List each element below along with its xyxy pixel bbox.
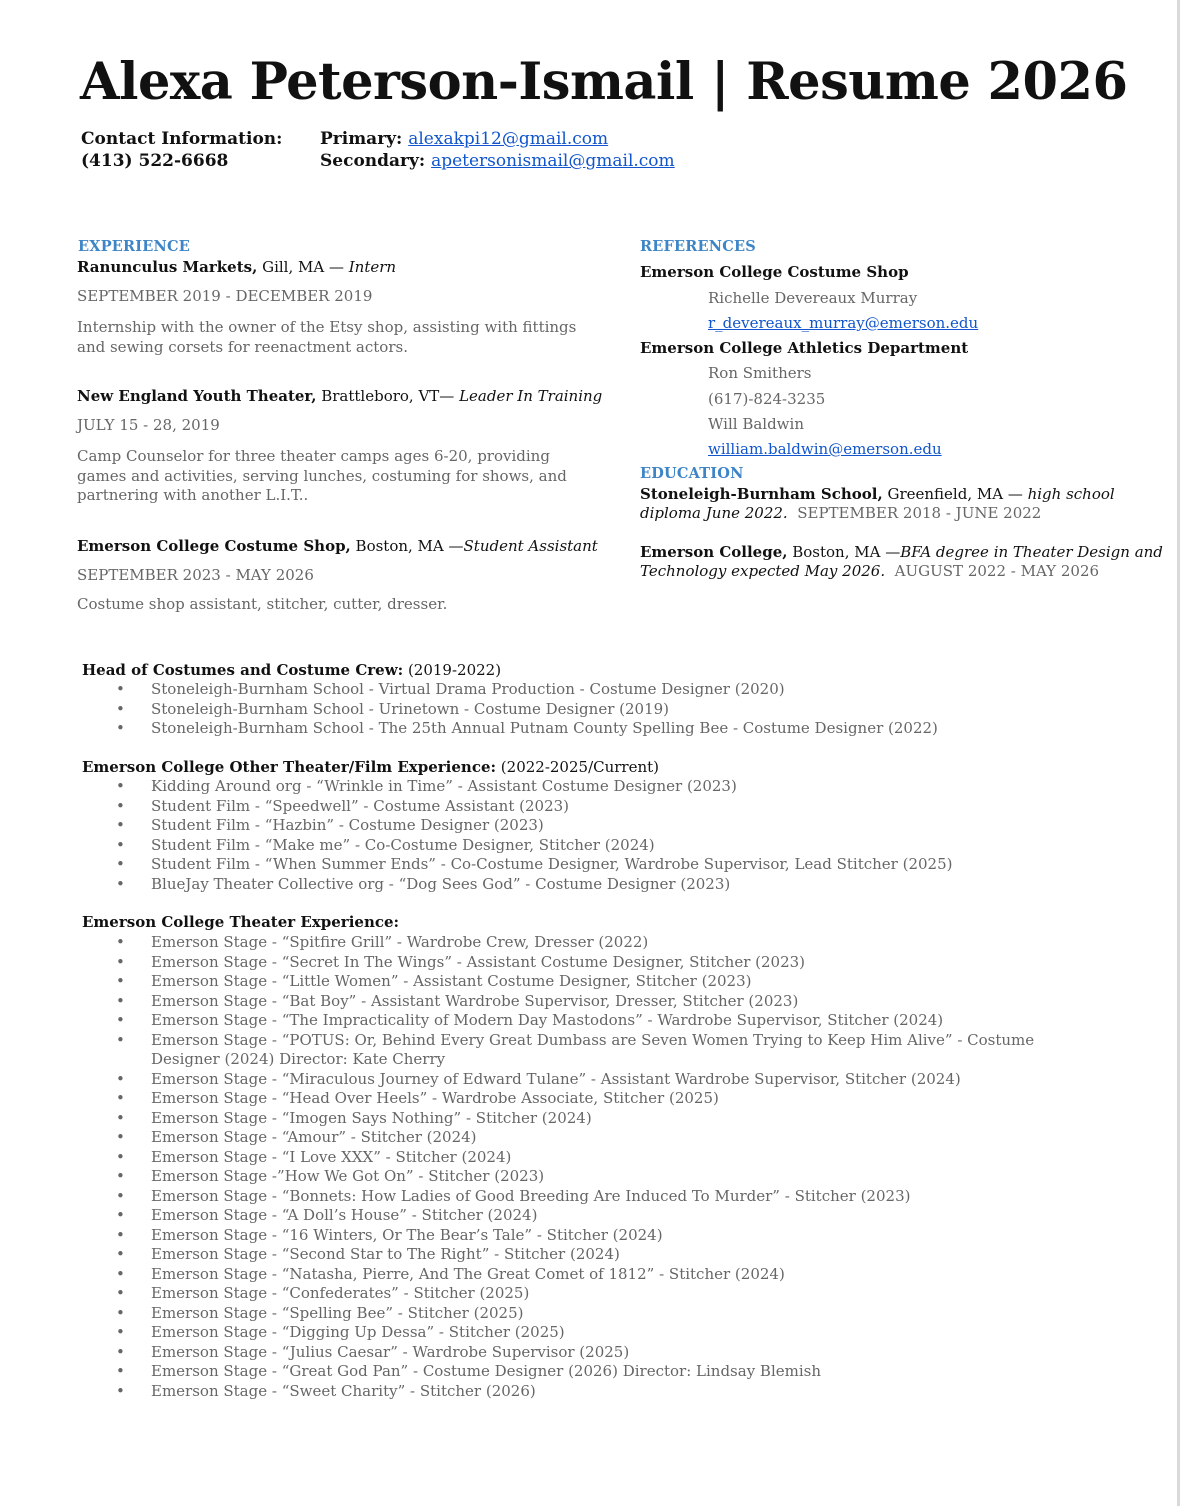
- job-org: Emerson College Costume Shop,: [77, 537, 351, 555]
- email-block: [320, 128, 675, 172]
- group-title: [82, 661, 501, 681]
- reference-email-link[interactable]: r_devereaux_murray@emerson.edu: [708, 314, 979, 332]
- list-item: • Emerson Stage - “Amour” - Stitcher (2024): [82, 1128, 1081, 1148]
- job-role: Student Assistant: [463, 537, 598, 555]
- school-line: [640, 543, 1163, 563]
- reference-name: Richelle Devereaux Murray: [708, 289, 918, 307]
- list-item: • Emerson Stage - “POTUS: Or, Behind Every Great Dumbass are Seven Women Trying to Keep Him Alive” - Costume Designer (2024) Director: Kate Cherry: [82, 1031, 1081, 1070]
- job-dates: JULY 15 - 28, 2019: [77, 416, 220, 434]
- list-item: • Emerson Stage - “Bonnets: How Ladies of Good Breeding Are Induced To Murder” - Stitcher (2023): [82, 1187, 1081, 1207]
- list-item: • Emerson Stage - “Spitfire Grill” - Wardrobe Crew, Dresser (2022): [82, 933, 1081, 953]
- list-item: • Student Film - “Hazbin” - Costume Designer (2023): [82, 816, 1081, 836]
- reference-org: Emerson College Athletics Department: [640, 339, 969, 357]
- school-dates: SEPTEMBER 2018 - JUNE 2022: [797, 504, 1042, 522]
- job-org: New England Youth Theater,: [77, 387, 317, 405]
- list-item: • Emerson Stage - “Secret In The Wings” - Assistant Costume Designer, Stitcher (2023): [82, 953, 1081, 973]
- school-degree: BFA degree in Theater Design and: [900, 543, 1163, 561]
- school-degree: diploma June 2022.: [640, 504, 788, 522]
- list-item: • Emerson Stage - “Confederates” - Stitcher (2025): [82, 1284, 1081, 1304]
- list-item: • Kidding Around org - “Wrinkle in Time” - Assistant Costume Designer (2023): [82, 777, 1081, 797]
- list-item: • Emerson Stage - “Miraculous Journey of Edward Tulane” - Assistant Wardrobe Supervisor, Stitcher (2024): [82, 1070, 1081, 1090]
- job-location: Boston, MA —: [350, 537, 464, 555]
- list-item: • Student Film - “When Summer Ends” - Co-Costume Designer, Wardrobe Supervisor, Lead Stitcher (2025): [82, 855, 1081, 875]
- job-org: Ranunculus Markets,: [77, 258, 258, 276]
- job-description: Internship with the owner of the Etsy shop, assisting with fittings and sewing corsets for reenactment actors.: [77, 318, 577, 356]
- list-item: • Emerson Stage -”How We Got On” - Stitcher (2023): [82, 1167, 1081, 1187]
- job-dates: SEPTEMBER 2023 - MAY 2026: [77, 566, 314, 584]
- list-item: • Emerson Stage - “Spelling Bee” - Stitcher (2025): [82, 1304, 1081, 1324]
- contact-block: [81, 128, 282, 172]
- list-item: • Emerson Stage - “Little Women” - Assistant Costume Designer, Stitcher (2023): [82, 972, 1081, 992]
- list-item: • Emerson Stage - “Head Over Heels” - Wardrobe Associate, Stitcher (2025): [82, 1089, 1081, 1109]
- contact-label: Contact Information:: [81, 129, 283, 149]
- job-description: Costume shop assistant, stitcher, cutter, dresser.: [77, 595, 448, 613]
- school-dates: AUGUST 2022 - MAY 2026: [894, 562, 1100, 580]
- job-description: Camp Counselor for three theater camps ages 6-20, providing games and activities, serving lunches, costuming for shows, and partnering with another L.I.T..: [77, 447, 567, 504]
- contact-phone: (413) 522-6668: [81, 151, 229, 171]
- list-item: • Emerson Stage - “Sweet Charity” - Stitcher (2026): [82, 1382, 1081, 1402]
- list-item: • Stoneleigh-Burnham School - The 25th Annual Putnam County Spelling Bee - Costume Designer (2022): [82, 719, 1081, 739]
- primary-email-label: Primary:: [320, 129, 403, 149]
- list-item: • BlueJay Theater Collective org - “Dog Sees God” - Costume Designer (2023): [82, 875, 1081, 895]
- school-location: Boston, MA —: [787, 543, 901, 561]
- primary-email-link[interactable]: alexakpi12@gmail.com: [408, 129, 609, 149]
- reference-org: Emerson College Costume Shop: [640, 263, 909, 281]
- experience-heading: EXPERIENCE: [78, 238, 190, 255]
- school-line: [640, 562, 1099, 582]
- list-item: • Emerson Stage - “16 Winters, Or The Bear’s Tale” - Stitcher (2024): [82, 1226, 1081, 1246]
- job-title-line: [77, 258, 396, 278]
- primary-email-row: [320, 128, 675, 150]
- list-item: • Student Film - “Speedwell” - Costume Assistant (2023): [82, 797, 1081, 817]
- school-degree: Technology expected May 2026.: [640, 562, 886, 580]
- list-item: • Stoneleigh-Burnham School - Urinetown - Costume Designer (2019): [82, 700, 1081, 720]
- group-title-text: Emerson College Theater Experience:: [82, 913, 400, 931]
- group-title: [82, 758, 659, 778]
- reference-phone: (617)-824-3235: [708, 390, 826, 408]
- job-location: Brattleboro, VT—: [316, 387, 460, 405]
- list-item: • Emerson Stage - “Digging Up Dessa” - Stitcher (2025): [82, 1323, 1081, 1343]
- group-title-text: Emerson College Other Theater/Film Experience:: [82, 758, 497, 776]
- group-years: (2022-2025/Current): [496, 758, 660, 776]
- job-dates: SEPTEMBER 2019 - DECEMBER 2019: [77, 287, 373, 305]
- school-degree: high school: [1027, 485, 1115, 503]
- secondary-email-link[interactable]: apetersonismail@gmail.com: [431, 151, 675, 171]
- list-item: • Emerson Stage - “Imogen Says Nothing” - Stitcher (2024): [82, 1109, 1081, 1129]
- secondary-email-label: Secondary:: [320, 151, 426, 171]
- job-role: Leader In Training: [459, 387, 603, 405]
- school-org: Emerson College,: [640, 543, 788, 561]
- list-item: • Emerson Stage - “Natasha, Pierre, And The Great Comet of 1812” - Stitcher (2024): [82, 1265, 1081, 1285]
- page-title: Alexa Peterson-Ismail | Resume 2026: [80, 52, 1128, 112]
- secondary-email-row: [320, 150, 675, 172]
- list-item: • Stoneleigh-Burnham School - Virtual Drama Production - Costume Designer (2020): [82, 680, 1081, 700]
- reference-name: Will Baldwin: [708, 415, 804, 433]
- job-location: Gill, MA —: [257, 258, 349, 276]
- list-item: • Emerson Stage - “I Love XXX” - Stitcher (2024): [82, 1148, 1081, 1168]
- group-list: [82, 933, 1081, 1401]
- school-line: [640, 485, 1115, 505]
- job-title-line: [77, 537, 598, 557]
- references-heading: REFERENCES: [640, 238, 756, 255]
- job-role: Intern: [348, 258, 397, 276]
- list-item: • Emerson Stage - “Second Star to The Right” - Stitcher (2024): [82, 1245, 1081, 1265]
- list-item: • Emerson Stage - “Bat Boy” - Assistant Wardrobe Supervisor, Dresser, Stitcher (2023): [82, 992, 1081, 1012]
- group-title-text: Head of Costumes and Costume Crew:: [82, 661, 404, 679]
- school-org: Stoneleigh-Burnham School,: [640, 485, 883, 503]
- job-title-line: [77, 387, 602, 407]
- group-years: (2019-2022): [403, 661, 502, 679]
- group-title: [82, 913, 399, 933]
- education-heading: EDUCATION: [640, 465, 744, 482]
- reference-email-link[interactable]: william.baldwin@emerson.edu: [708, 440, 942, 458]
- school-line: [640, 504, 1041, 524]
- list-item: • Student Film - “Make me” - Co-Costume Designer, Stitcher (2024): [82, 836, 1081, 856]
- list-item: • Emerson Stage - “A Doll’s House” - Stitcher (2024): [82, 1206, 1081, 1226]
- group-list: [82, 777, 1081, 894]
- list-item: • Emerson Stage - “Julius Caesar” - Wardrobe Supervisor (2025): [82, 1343, 1081, 1363]
- reference-name: Ron Smithers: [708, 364, 812, 382]
- group-list: [82, 680, 1081, 739]
- school-location: Greenfield, MA —: [882, 485, 1028, 503]
- list-item: • Emerson Stage - “Great God Pan” - Costume Designer (2026) Director: Lindsay Blemish: [82, 1362, 1081, 1382]
- list-item: • Emerson Stage - “The Impracticality of Modern Day Mastodons” - Wardrobe Supervisor, Stitcher (2024): [82, 1011, 1081, 1031]
